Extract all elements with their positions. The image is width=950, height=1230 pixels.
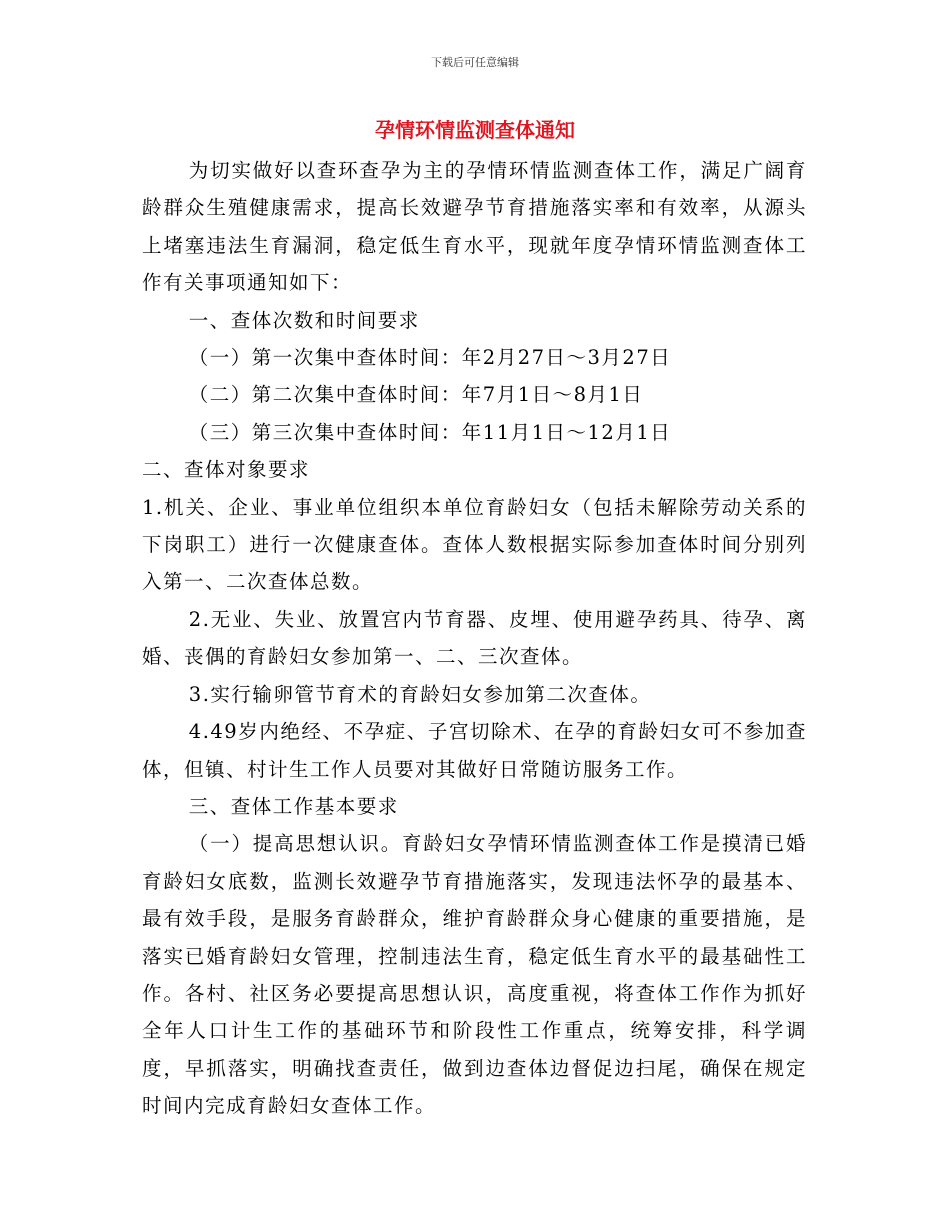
schedule-item-1: （一）第一次集中查体时间：年2月27日～3月27日 xyxy=(188,346,672,370)
intro-paragraph: 为切实做好以查环查孕为主的孕情环情监测查体工作，满足广阔育龄群众生殖健康需求，提高长效避孕节育措施落实率和有效率，从源头上堵塞违法生育漏洞，稳定低生育水平，现就年度孕情环情监测查体工作有关事项通知如下： xyxy=(142,159,807,295)
requirement-item-1: 1.机关、企业、事业单位组织本单位育龄妇女（包括未解除劳动关系的下岗职工）进行一次健康查体。查体人数根据实际参加查体时间分别列入第一、二次查体总数。 xyxy=(142,495,807,594)
section-heading-3: 三、查体工作基本要求 xyxy=(188,794,399,818)
requirement-item-4: 4.49岁内绝经、不孕症、子宫切除术、在孕的育龄妇女可不参加查体，但镇、村计生工作人员要对其做好日常随访服务工作。 xyxy=(142,720,807,781)
header-note: 下载后可任意编辑 xyxy=(431,56,519,69)
document-body xyxy=(142,152,807,1125)
requirement-item-2: 2.无业、失业、放置宫内节育器、皮埋、使用避孕药具、待孕、离婚、丧偶的育龄妇女参加第一、二、三次查体。 xyxy=(142,607,807,669)
section-heading-2: 二、查体对象要求 xyxy=(142,458,311,482)
schedule-item-3: （三）第三次集中查体时间：年11月1日～12月1日 xyxy=(188,420,672,444)
requirement-item-3: 3.实行输卵管节育术的育龄妇女参加第二次查体。 xyxy=(188,682,652,706)
basic-requirement-1: （一）提高思想认识。育龄妇女孕情环情监测查体工作是摸清已婚育龄妇女底数，监测长效避孕节育措施落实，发现违法怀孕的最基本、最有效手段，是服务育龄群众，维护育龄群众身心健康的重要措施，是落实已婚育龄妇女管理，控制违法生育，稳定低生育水平的最基础性工作。各村、社区务必要提高思想认识，高度重视，将查体工作作为抓好全年人口计生工作的基础环节和阶段性工作重点，统筹安排，科学调度，早抓落实，明确找查责任，做到边查体边督促边扫尾，确保在规定时间内完成育龄妇女查体工作。 xyxy=(142,832,807,1118)
section-heading-1: 一、查体次数和时间要求 xyxy=(188,308,420,332)
schedule-item-2: （二）第二次集中查体时间：年7月1日～8月1日 xyxy=(188,383,644,407)
document-title: 孕情环情监测查体通知 xyxy=(375,118,575,142)
